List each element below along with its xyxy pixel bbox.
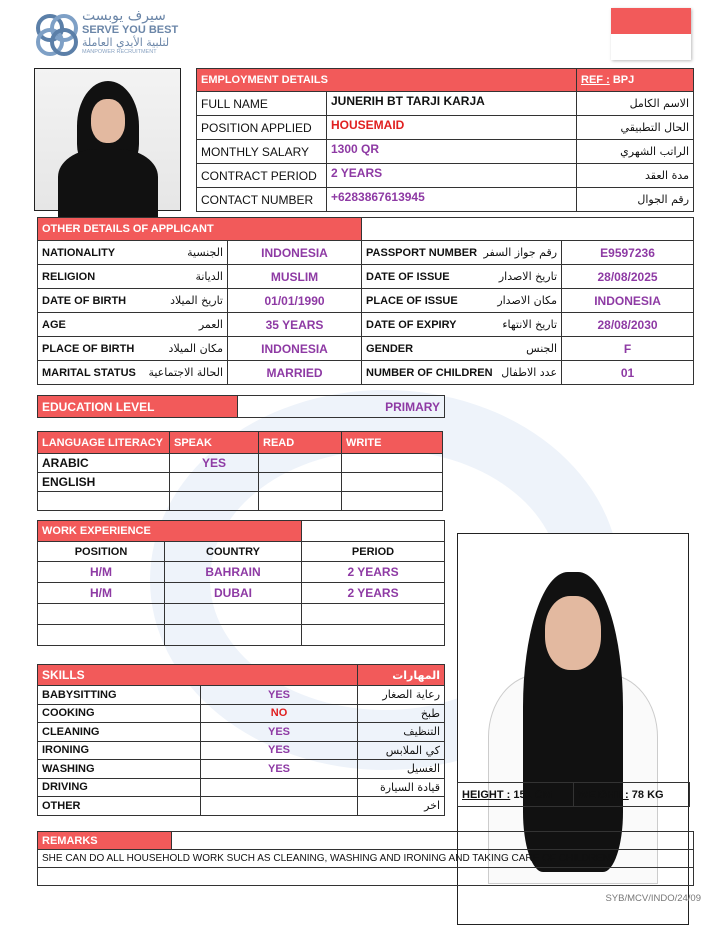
detail-label-ar: الحالة الاجتماعية bbox=[138, 361, 228, 385]
language-header-cell: WRITE bbox=[342, 432, 443, 454]
language-value bbox=[342, 492, 443, 511]
work-cell: 2 YEARS bbox=[302, 583, 445, 604]
skill-name-ar: رعاية الصغار bbox=[358, 686, 445, 705]
height-value: 151 CM bbox=[513, 788, 552, 801]
skill-row bbox=[38, 686, 445, 705]
applicant-photo-small bbox=[34, 68, 181, 211]
detail-label-en: NATIONALITY bbox=[42, 246, 116, 259]
flag-indonesia bbox=[611, 8, 691, 60]
language-value bbox=[259, 492, 342, 511]
detail-label-2-ar: تاريخ الانتهاء bbox=[492, 313, 562, 337]
work-cell: H/M bbox=[38, 562, 165, 583]
employment-label-ar: مدة العقد bbox=[577, 164, 694, 188]
detail-label-ar: مكان الميلاد bbox=[138, 337, 228, 361]
language-name: ARABIC bbox=[38, 454, 170, 473]
employment-value: 2 YEARS bbox=[327, 164, 577, 188]
weight-value: 78 KG bbox=[631, 788, 664, 801]
face-shape bbox=[91, 99, 125, 143]
other-details-row bbox=[38, 337, 694, 361]
language-value: YES bbox=[170, 454, 259, 473]
other-details-row bbox=[38, 361, 694, 385]
language-value bbox=[170, 473, 259, 492]
language-name: ENGLISH bbox=[38, 473, 170, 492]
work-cell: DUBAI bbox=[165, 583, 302, 604]
employment-value: 1300 QR bbox=[327, 140, 577, 164]
language-name bbox=[38, 492, 170, 511]
skill-name: IRONING bbox=[38, 741, 201, 760]
skill-row bbox=[38, 760, 445, 779]
employment-value: HOUSEMAID bbox=[327, 116, 577, 140]
skill-name-ar: كي الملابس bbox=[358, 741, 445, 760]
detail-label bbox=[38, 337, 138, 361]
skill-value: YES bbox=[201, 741, 358, 760]
detail-label-ar: الجنسية bbox=[138, 241, 228, 265]
skill-name: WASHING bbox=[38, 760, 201, 779]
detail-label-2-ar: عدد الاطفال bbox=[492, 361, 562, 385]
ref-cell bbox=[577, 69, 694, 92]
skill-value: YES bbox=[201, 760, 358, 779]
detail-label-2: DATE OF EXPIRY bbox=[362, 313, 492, 337]
employment-label: MONTHLY SALARY bbox=[197, 140, 327, 164]
detail-label-2-ar: الجنس bbox=[492, 337, 562, 361]
skill-row bbox=[38, 797, 445, 816]
height-cell bbox=[458, 783, 574, 807]
language-row bbox=[38, 473, 443, 492]
weight-cell bbox=[574, 783, 690, 807]
detail-label bbox=[38, 289, 138, 313]
work-cell bbox=[38, 604, 165, 625]
skill-name-ar: الغسيل bbox=[358, 760, 445, 779]
detail-label bbox=[38, 241, 138, 265]
employment-label-ar: رقم الجوال bbox=[577, 188, 694, 212]
skill-row bbox=[38, 778, 445, 797]
ref-label: REF : bbox=[581, 74, 610, 86]
other-details-header: OTHER DETAILS OF APPLICANT bbox=[38, 218, 362, 241]
detail-value: INDONESIA bbox=[228, 337, 362, 361]
education-label: EDUCATION LEVEL bbox=[38, 396, 238, 418]
education-value: PRIMARY bbox=[238, 396, 445, 418]
employment-value: JUNERIH BT TARJI KARJA bbox=[327, 92, 577, 116]
employment-label: POSITION APPLIED bbox=[197, 116, 327, 140]
detail-label-2: DATE OF ISSUE bbox=[362, 265, 492, 289]
work-column-header: PERIOD bbox=[302, 542, 445, 562]
detail-value-2: F bbox=[562, 337, 694, 361]
work-cell: 2 YEARS bbox=[302, 562, 445, 583]
employment-label: CONTACT NUMBER bbox=[197, 188, 327, 212]
detail-label-2-ar: رقم جواز السفر bbox=[492, 241, 562, 265]
detail-label-en: RELIGION bbox=[42, 270, 96, 283]
language-header-cell: SPEAK bbox=[170, 432, 259, 454]
work-experience-table bbox=[37, 520, 445, 646]
skills-header: SKILLS bbox=[38, 665, 358, 686]
flag-bottom bbox=[611, 34, 691, 60]
employment-row bbox=[197, 92, 694, 116]
other-details-table bbox=[37, 217, 694, 385]
brand-sub: MANPOWER RECRUITMENT bbox=[82, 49, 157, 55]
employment-row bbox=[197, 140, 694, 164]
skill-name-ar: اخر bbox=[358, 797, 445, 816]
weight-label: WEIGHT : bbox=[578, 788, 629, 801]
detail-label bbox=[38, 313, 138, 337]
measurements-table bbox=[457, 782, 690, 807]
language-header-cell: READ bbox=[259, 432, 342, 454]
detail-value-2: 01 bbox=[562, 361, 694, 385]
remarks-table bbox=[37, 831, 694, 886]
other-details-row bbox=[38, 241, 694, 265]
detail-label-ar: العمر bbox=[138, 313, 228, 337]
detail-label-2: PASSPORT NUMBER bbox=[362, 241, 492, 265]
work-cell bbox=[38, 625, 165, 646]
work-row bbox=[38, 562, 445, 583]
skills-header-ar: المهارات bbox=[358, 665, 445, 686]
detail-label-2: GENDER bbox=[362, 337, 492, 361]
language-row bbox=[38, 492, 443, 511]
work-cell bbox=[165, 625, 302, 646]
work-cell bbox=[302, 604, 445, 625]
height-label: HEIGHT : bbox=[462, 788, 511, 801]
work-row bbox=[38, 604, 445, 625]
detail-label-en: AGE bbox=[42, 318, 66, 331]
skills-table bbox=[37, 664, 445, 816]
detail-label-ar: تاريخ الميلاد bbox=[138, 289, 228, 313]
other-details-header-blank bbox=[362, 218, 694, 241]
language-value bbox=[342, 454, 443, 473]
detail-label-ar: الديانة bbox=[138, 265, 228, 289]
brand-name: SERVE YOU BEST bbox=[82, 24, 179, 36]
detail-value: INDONESIA bbox=[228, 241, 362, 265]
detail-value: 35 YEARS bbox=[228, 313, 362, 337]
employment-table bbox=[196, 68, 694, 212]
employment-label-ar: الحال التطبيقي bbox=[577, 116, 694, 140]
detail-value-2: 28/08/2030 bbox=[562, 313, 694, 337]
skill-value: YES bbox=[201, 686, 358, 705]
detail-value: 01/01/1990 bbox=[228, 289, 362, 313]
detail-value: MUSLIM bbox=[228, 265, 362, 289]
education-table bbox=[37, 395, 445, 418]
shoulders-shape bbox=[58, 149, 158, 219]
skill-name-ar: التنظيف bbox=[358, 723, 445, 742]
ref-value: BPJ bbox=[612, 74, 635, 86]
flag-top bbox=[611, 8, 691, 34]
work-row bbox=[38, 625, 445, 646]
language-value bbox=[170, 492, 259, 511]
other-details-row bbox=[38, 313, 694, 337]
skill-value bbox=[201, 797, 358, 816]
detail-label-2-ar: مكان الاصدار bbox=[492, 289, 562, 313]
brand-arabic-sub: لتلبية الأيدي العاملة bbox=[82, 36, 170, 49]
language-row bbox=[38, 454, 443, 473]
remarks-header: REMARKS bbox=[38, 832, 172, 850]
brand-block bbox=[82, 8, 182, 55]
employment-header: EMPLOYMENT DETAILS bbox=[197, 69, 577, 92]
work-row bbox=[38, 583, 445, 604]
skill-name: BABYSITTING bbox=[38, 686, 201, 705]
detail-value-2: INDONESIA bbox=[562, 289, 694, 313]
remarks-text: SHE CAN DO ALL HOUSEHOLD WORK SUCH AS CLEANING, WASHING AND IRONING AND TAKING CARE OF CHILDREN. bbox=[38, 850, 694, 868]
employment-label-ar: الراتب الشهري bbox=[577, 140, 694, 164]
document-code: SYB/MCV/INDO/24/09 bbox=[605, 893, 701, 904]
skill-name-ar: قيادة السيارة bbox=[358, 778, 445, 797]
employment-label-ar: الاسم الكامل bbox=[577, 92, 694, 116]
face-large-shape bbox=[545, 596, 601, 670]
other-details-row bbox=[38, 289, 694, 313]
brand-arabic-name: سيرف يوبست bbox=[82, 8, 166, 24]
work-header: WORK EXPERIENCE bbox=[38, 521, 302, 542]
detail-label-2-ar: تاريخ الاصدار bbox=[492, 265, 562, 289]
language-header-cell: LANGUAGE LITERACY bbox=[38, 432, 170, 454]
work-column-header: POSITION bbox=[38, 542, 165, 562]
work-cell: BAHRAIN bbox=[165, 562, 302, 583]
language-value bbox=[259, 473, 342, 492]
work-header-blank bbox=[302, 521, 445, 542]
skill-row bbox=[38, 723, 445, 742]
detail-label-2: NUMBER OF CHILDREN bbox=[362, 361, 492, 385]
language-value bbox=[259, 454, 342, 473]
work-cell bbox=[165, 604, 302, 625]
employment-value: +6283867613945 bbox=[327, 188, 577, 212]
skill-value: YES bbox=[201, 723, 358, 742]
detail-value: MARRIED bbox=[228, 361, 362, 385]
skill-name: CLEANING bbox=[38, 723, 201, 742]
language-table bbox=[37, 431, 443, 511]
skill-row bbox=[38, 741, 445, 760]
skill-name: OTHER bbox=[38, 797, 201, 816]
employment-row bbox=[197, 116, 694, 140]
skill-value bbox=[201, 778, 358, 797]
skill-value: NO bbox=[201, 704, 358, 723]
work-column-header: COUNTRY bbox=[165, 542, 302, 562]
other-details-row bbox=[38, 265, 694, 289]
logo-icon bbox=[32, 10, 82, 60]
skill-name: COOKING bbox=[38, 704, 201, 723]
employment-label: FULL NAME bbox=[197, 92, 327, 116]
detail-label-en: PLACE OF BIRTH bbox=[42, 342, 135, 355]
detail-label-en: MARITAL STATUS bbox=[42, 366, 136, 379]
detail-label-en: DATE OF BIRTH bbox=[42, 294, 127, 307]
employment-row bbox=[197, 164, 694, 188]
employment-row bbox=[197, 188, 694, 212]
detail-label-2: PLACE OF ISSUE bbox=[362, 289, 492, 313]
detail-label bbox=[38, 361, 138, 385]
skill-name: DRIVING bbox=[38, 778, 201, 797]
detail-label bbox=[38, 265, 138, 289]
work-cell: H/M bbox=[38, 583, 165, 604]
employment-label: CONTRACT PERIOD bbox=[197, 164, 327, 188]
work-cell bbox=[302, 625, 445, 646]
skill-row bbox=[38, 704, 445, 723]
language-value bbox=[342, 473, 443, 492]
detail-value-2: E9597236 bbox=[562, 241, 694, 265]
remarks-blank-row bbox=[38, 868, 694, 886]
skill-name-ar: طبخ bbox=[358, 704, 445, 723]
detail-value-2: 28/08/2025 bbox=[562, 265, 694, 289]
remarks-header-blank bbox=[172, 832, 694, 850]
